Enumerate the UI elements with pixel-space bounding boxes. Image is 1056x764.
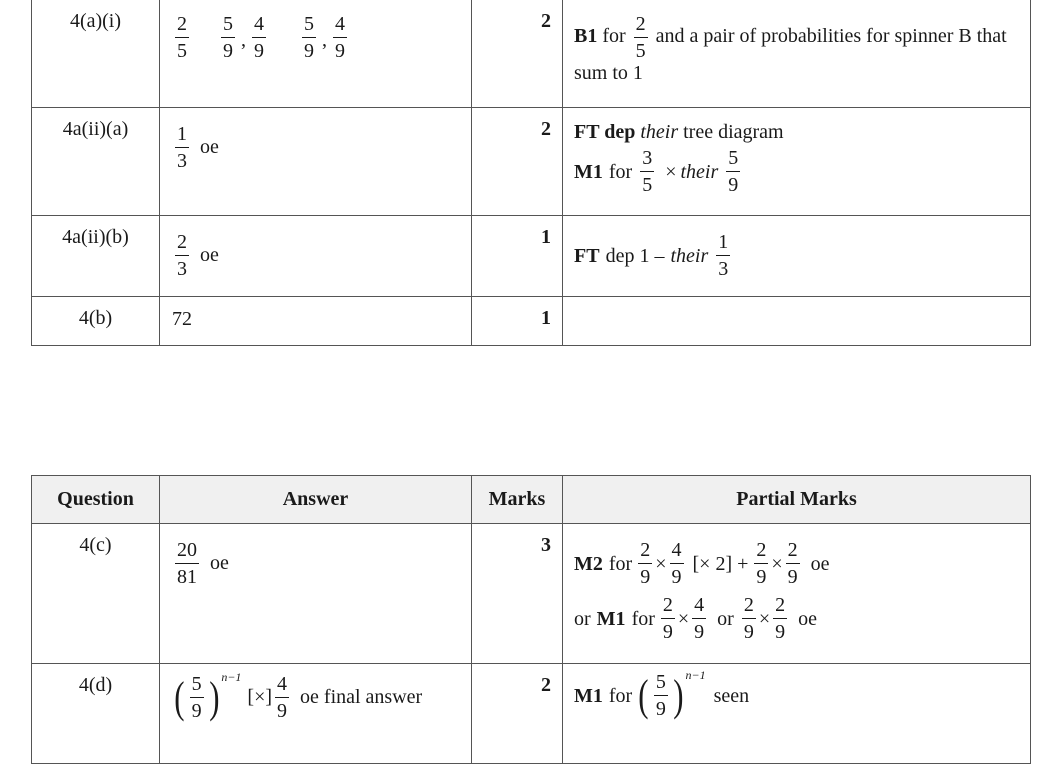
answer-cell [160,216,472,297]
denominator: 9 [254,40,264,62]
numerator: 2 [773,595,787,619]
numerator: 2 [175,232,189,256]
text: oe [200,136,219,158]
column-header-partial-marks: Partial Marks [563,476,1031,524]
partial-marks-cell [563,664,1031,764]
mark-code: M2 [574,552,603,575]
answer-cell [160,524,472,664]
denominator: 3 [177,258,187,280]
fraction [726,148,740,195]
numerator: 4 [692,595,706,619]
fraction [175,232,189,279]
fraction [175,124,189,171]
marks-cell [472,524,563,664]
text: for [602,25,626,48]
text: tree diagram [683,121,784,143]
fraction [640,148,654,195]
text: × [655,552,667,575]
mark-scheme-table-top [31,0,1031,346]
marks-value: 3 [541,534,551,556]
text: for [608,684,633,707]
fraction [754,540,768,587]
fraction [638,540,652,587]
denominator: 9 [787,566,798,588]
text: × [677,607,690,630]
numerator: 4 [333,14,347,38]
marks-cell [472,664,563,764]
denominator: 9 [756,566,767,588]
text: for [608,552,633,575]
question-cell [32,297,160,346]
answer-cell [160,0,472,108]
fraction [175,14,189,61]
text: 72 [172,308,192,330]
denominator: 9 [335,40,345,62]
mark-code: FT [574,244,600,267]
marks-value: 1 [541,307,551,329]
text: or [717,607,734,630]
mark-code: B1 [574,25,598,48]
numerator: 4 [670,540,684,564]
text: oe [200,244,219,266]
exponent: n−1 [221,670,242,684]
marks-cell [472,0,563,108]
text: for [608,160,633,183]
numerator: 3 [640,148,654,172]
partial-marks-cell [563,216,1031,297]
numerator: 5 [726,148,740,172]
fraction [252,14,266,61]
text: their [680,160,719,183]
denominator: 5 [177,40,187,62]
question-cell [32,524,160,664]
question-number: 4a(ii)(b) [62,226,129,248]
table-row [32,297,1031,346]
marks-value: 1 [541,226,551,248]
text: dep 1 – [605,244,665,267]
power-expression [636,668,706,720]
numerator: 2 [786,540,800,564]
mark-scheme-table-bottom [31,475,1031,764]
table-row [32,664,1031,764]
separator: , [322,29,327,51]
fraction [190,674,204,721]
mark-code: M1 [596,607,626,630]
marks-cell [472,216,563,297]
numerator: 2 [634,14,648,38]
fraction [773,595,787,642]
text: oe [210,552,229,574]
left-parenthesis: ( [174,672,185,722]
answer-cell [160,664,472,764]
numerator: 5 [221,14,235,38]
fraction [692,595,706,642]
denominator: 9 [277,700,288,722]
power-expression [172,670,242,722]
denominator: 9 [640,566,651,588]
table-row [32,216,1031,297]
question-cell [32,664,160,764]
numerator: 2 [638,540,652,564]
fraction [786,540,800,587]
numerator: 4 [275,674,289,698]
text: × [665,160,677,183]
numerator: 1 [716,232,730,256]
fraction [221,14,235,61]
denominator: 9 [694,621,705,643]
text: for [631,607,655,630]
denominator: 81 [177,566,197,588]
question-cell [32,216,160,297]
text: or [574,607,591,630]
column-header-marks: Marks [472,476,563,524]
fraction [716,232,730,279]
text: seen [713,684,750,707]
numerator: 2 [754,540,768,564]
text: their [640,121,679,143]
mark-code: FT dep [574,121,636,143]
question-number: 4(d) [78,674,113,696]
denominator: 9 [304,40,314,62]
fraction [634,14,648,61]
numerator: 5 [654,672,668,696]
answer-cell [160,297,472,346]
denominator: 9 [655,698,666,720]
numerator: 1 [175,124,189,148]
question-cell [32,0,160,108]
fraction [175,540,199,587]
table-row [32,524,1031,664]
left-parenthesis: ( [638,670,649,720]
mark-code: M1 [574,684,603,707]
fraction [302,14,316,61]
table-row [32,0,1031,108]
text: oe final answer [300,686,423,708]
marks-value: 2 [541,10,551,32]
question-number: 4a(ii)(a) [62,118,129,140]
exponent: n−1 [685,668,706,682]
text: [×] [247,686,273,708]
fraction [742,595,756,642]
text: oe [798,607,818,630]
numerator: 2 [661,595,675,619]
text: × [758,607,771,630]
fraction [654,672,668,719]
partial-marks-cell [563,108,1031,216]
text: their [670,244,709,267]
column-header-question: Question [32,476,160,524]
marks-value: 2 [541,118,551,140]
numerator: 20 [175,540,199,564]
partial-marks-cell [563,297,1031,346]
question-number: 4(a)(i) [69,10,122,32]
table-header-row [32,476,1031,524]
denominator: 5 [642,174,653,196]
denominator: 9 [662,621,673,643]
denominator: 9 [743,621,754,643]
fraction [275,674,289,721]
fraction [661,595,675,642]
numerator: 5 [302,14,316,38]
numerator: 2 [742,595,756,619]
mark-code: M1 [574,160,603,183]
marks-cell [472,108,563,216]
fraction [333,14,347,61]
denominator: 3 [718,258,729,280]
right-parenthesis: ) [208,672,220,722]
right-parenthesis: ) [673,670,684,720]
text: and a pair of probabilities for spinner B that sum to 1 [574,25,1007,84]
answer-cell [160,108,472,216]
denominator: 5 [635,40,646,62]
numerator: 4 [252,14,266,38]
denominator: 9 [671,566,682,588]
denominator: 9 [223,40,233,62]
partial-marks-cell [563,524,1031,664]
text: × [771,552,783,575]
fraction [670,540,684,587]
denominator: 3 [177,150,187,172]
partial-marks-cell [563,0,1031,108]
text: [× 2] + [692,552,749,575]
separator: , [241,29,246,51]
denominator: 9 [728,174,739,196]
question-number: 4(b) [78,307,113,329]
denominator: 9 [191,700,202,722]
column-header-answer: Answer [160,476,472,524]
marks-value: 2 [541,674,551,696]
numerator: 5 [190,674,204,698]
question-number: 4(c) [79,534,112,556]
numerator: 2 [175,14,189,38]
marks-cell [472,297,563,346]
denominator: 9 [775,621,786,643]
question-cell [32,108,160,216]
table-row [32,108,1031,216]
text: oe [810,552,830,575]
